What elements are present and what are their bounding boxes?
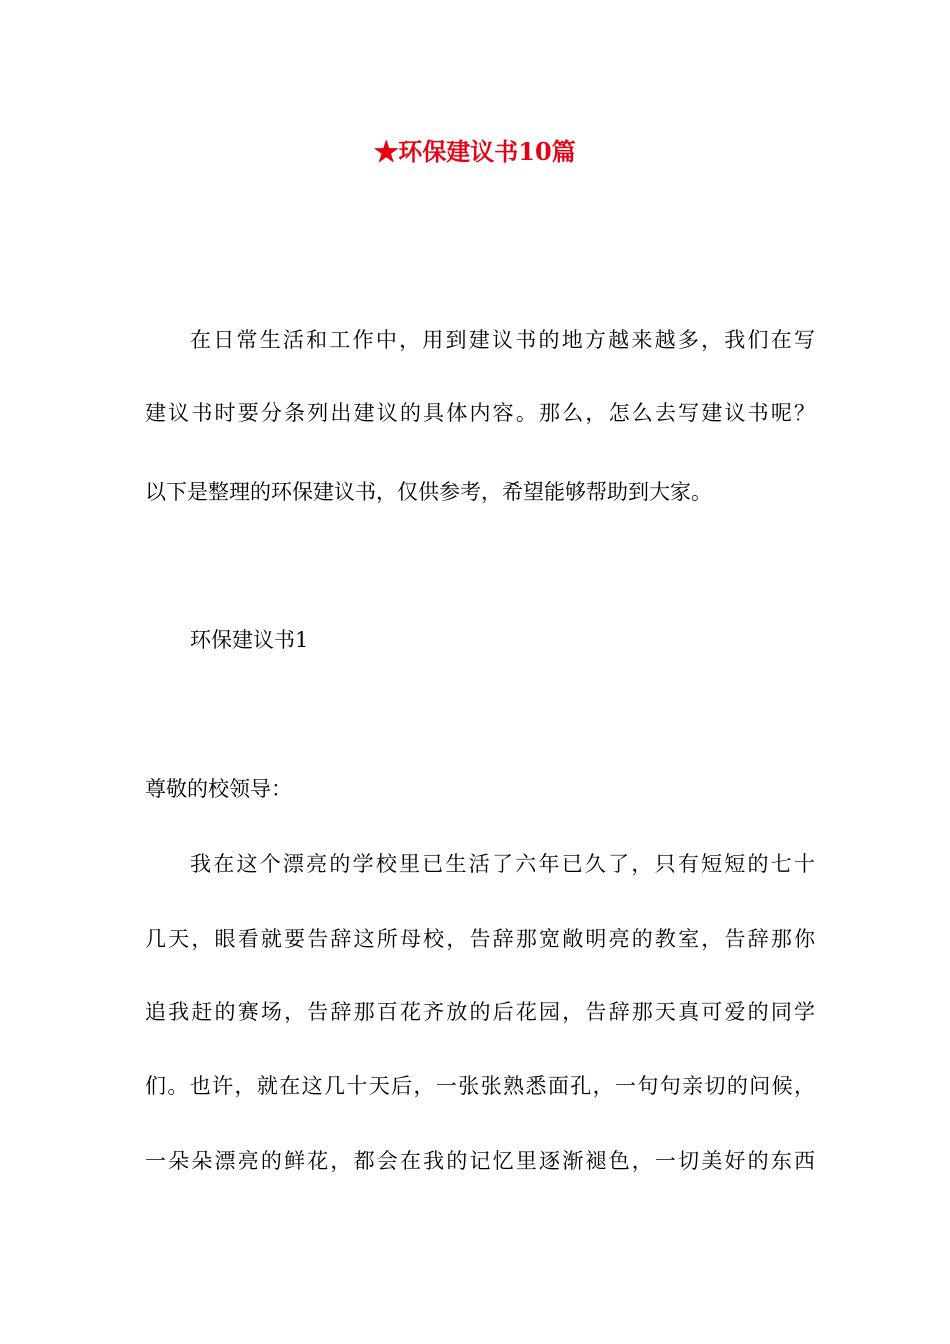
section-heading: 环保建议书1 (190, 628, 309, 652)
intro-line-2: 建议书时要分条列出建议的具体内容。那么，怎么去写建议书呢？ (145, 401, 815, 425)
intro-line-3: 以下是整理的环保建议书，仅供参考，希望能够帮助到大家。 (145, 480, 712, 504)
salutation: 尊敬的校领导： (145, 777, 292, 801)
body-line-1: 我在这个漂亮的学校里已生活了六年已久了，只有短短的七十 (190, 852, 815, 876)
body-line-5: 一朵朵漂亮的鲜花，都会在我的记忆里逐渐褪色，一切美好的东西 (145, 1149, 815, 1173)
body-line-3: 追我赶的赛场，告辞那百花齐放的后花园，告辞那天真可爱的同学 (145, 1000, 815, 1024)
document-title: ★环保建议书10篇 (374, 137, 576, 166)
body-line-2: 几天，眼看就要告辞这所母校，告辞那宽敞明亮的教室，告辞那你 (145, 927, 815, 951)
body-line-4: 们。也许，就在这几十天后，一张张熟悉面孔，一句句亲切的问候， (145, 1074, 815, 1098)
intro-line-1: 在日常生活和工作中，用到建议书的地方越来越多，我们在写 (190, 328, 815, 352)
